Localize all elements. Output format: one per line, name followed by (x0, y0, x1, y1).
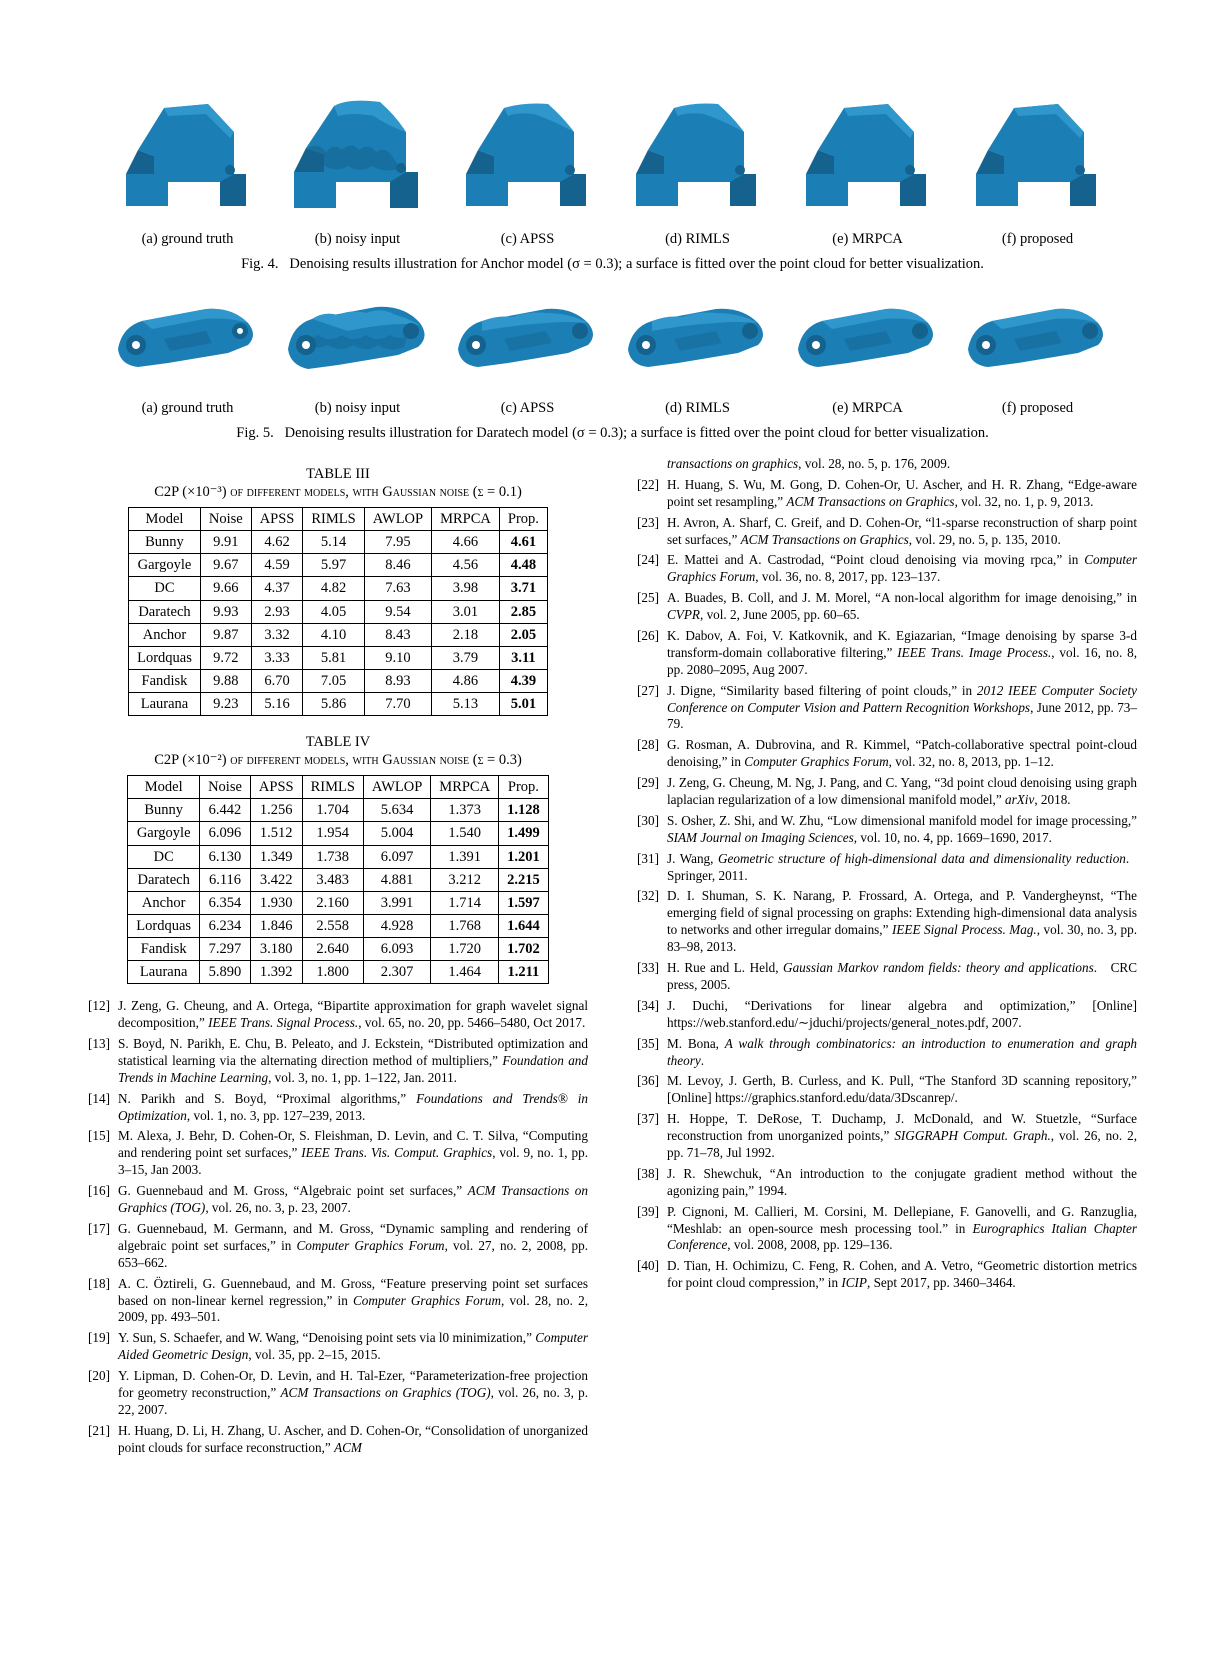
reference-number: [34] (637, 997, 659, 1013)
table-4-r2-awlop: 6.097 (363, 845, 430, 868)
table-row (129, 554, 548, 577)
list-item (88, 1368, 588, 1419)
table-row (128, 822, 548, 845)
reference-number: [36] (637, 1073, 659, 1089)
table-4-r1-mrpca: 1.540 (431, 822, 499, 845)
table-4-r6-rimls: 2.640 (302, 938, 363, 961)
table-4-r7-model: Laurana (128, 961, 200, 984)
reference-number: [31] (637, 850, 659, 866)
reference-text: transactions on graphics, vol. 28, no. 5, p. 176, 2009. (667, 456, 951, 471)
list-item (637, 960, 1137, 994)
table-4-r3-apss: 3.422 (250, 868, 302, 891)
table-3-r2-apss: 4.37 (251, 577, 303, 600)
list-item (88, 1276, 588, 1327)
table-4-r4-model: Anchor (128, 891, 200, 914)
figure-4-label-b: (b) noisy input (314, 231, 401, 247)
table-4-r3-mrpca: 3.212 (431, 868, 499, 891)
reference-text: G. Guennebaud and M. Gross, “Algebraic point set surfaces,” ACM Transactions on Graphics (TOG), vol. 26, no. 3, p. 23, 2007. (118, 1183, 588, 1216)
reference-text: Y. Lipman, D. Cohen-Or, D. Levin, and H. Tal-Ezer, “Parameterization-free projection for geometry reconstruction,” ACM Transactions on Graphics (TOG), vol. 26, no. 3, p. 22, 2007. (118, 1368, 588, 1417)
table-4-r6-mrpca: 1.720 (431, 938, 499, 961)
table-4-r1-prop: 1.499 (499, 822, 549, 845)
reference-number: [38] (637, 1165, 659, 1181)
table-4-r7-apss: 1.392 (250, 961, 302, 984)
figure-5-label-b: (b) noisy input (314, 400, 401, 416)
reference-text: J. Wang, Geometric structure of high-dimensional data and dimensionality reduction. Springer, 2011. (667, 850, 1138, 883)
list-item (88, 1036, 588, 1087)
table-3-col-5: MRPCA (432, 508, 500, 531)
table-4-r4-prop: 1.597 (499, 891, 549, 914)
reference-number: [30] (637, 812, 659, 828)
reference-text: H. Hoppe, T. DeRose, T. Duchamp, J. McDonald, and W. Stuetzle, “Surface reconstruction from unorganized points,” SIGGRAPH Comput. Graph., vol. 26, no. 2, pp. 71–78, Jul 1992. (667, 1111, 1137, 1160)
table-row (129, 669, 548, 692)
list-item (637, 1036, 1137, 1070)
table-4-r3-prop: 2.215 (499, 868, 549, 891)
table-3-r6-awlop: 8.93 (364, 669, 431, 692)
table-3-r7-model: Laurana (129, 693, 201, 716)
figure-4-panel-d (618, 78, 778, 248)
table-4-r5-mrpca: 1.768 (431, 914, 499, 937)
list-item (637, 1073, 1137, 1107)
figure-4-label-d: (d) RIMLS (665, 231, 730, 247)
reference-text: Y. Sun, S. Schaefer, and W. Wang, “Denoising point sets via l0 minimization,” Computer Aided Geometric Design, vol. 35, pp. 2–15, 2015. (118, 1330, 588, 1363)
reference-number: [13] (88, 1036, 110, 1052)
table-4-r4-noise: 6.354 (200, 891, 251, 914)
reference-text: H. Avron, A. Sharf, C. Greif, and D. Cohen-Or, “l1-sparse reconstruction of sharp point set surfaces,” ACM Transactions on Graphics, vol. 29, no. 5, p. 135, 2010. (667, 514, 1137, 547)
table-4-r4-awlop: 3.991 (363, 891, 430, 914)
table-4-r7-noise: 5.890 (200, 961, 251, 984)
figure-4-panel-f (958, 78, 1118, 248)
list-item (637, 683, 1137, 734)
figure-5-panel-b (278, 287, 438, 417)
table-row (128, 938, 548, 961)
list-item (637, 737, 1137, 771)
table-4-r1-rimls: 1.954 (302, 822, 363, 845)
list-item (637, 888, 1137, 956)
reference-number: [14] (88, 1090, 110, 1106)
figure-5-panel-e (788, 287, 948, 417)
table-3-r1-awlop: 8.46 (364, 554, 431, 577)
table-3-r2-awlop: 7.63 (364, 577, 431, 600)
table-4-col-5: MRPCA (431, 776, 499, 799)
list-item (637, 515, 1137, 549)
figure-5-caption-text: Denoising results illustration for Daratech model (σ = 0.3); a surface is fitted over the point cloud for better visualization. (284, 425, 989, 441)
table-3-title: TABLE III (306, 466, 370, 482)
table-3-r7-apss: 5.16 (251, 693, 303, 716)
reference-text: S. Boyd, N. Parikh, E. Chu, B. Peleato, and J. Eckstein, “Distributed optimization and statistical learning via the alternating direction method of multipliers,” Foundation and Trends in Machine Learning, vol. 3, no. 1, pp. 1–122, Jan. 2011. (118, 1036, 588, 1085)
reference-number: [26] (637, 628, 659, 644)
table-3-r1-noise: 9.67 (200, 554, 251, 577)
list-item (637, 628, 1137, 679)
reference-number: [28] (637, 737, 659, 753)
reference-text: E. Mattei and A. Castrodad, “Point cloud denoising via moving rpca,” in Computer Graphics Forum, vol. 36, no. 8, 2017, pp. 123–137. (667, 552, 1137, 585)
table-4-r7-rimls: 1.800 (302, 961, 363, 984)
reference-text: H. Rue and L. Held, Gaussian Markov random fields: theory and applications. CRC press, 2005. (667, 960, 1138, 992)
table-4-r2-mrpca: 1.391 (431, 845, 499, 868)
table-4-r5-prop: 1.644 (499, 914, 549, 937)
table-3-r0-mrpca: 4.66 (432, 531, 500, 554)
table-3-r6-noise: 9.88 (200, 669, 251, 692)
reference-number: [12] (88, 998, 110, 1014)
table-3-r6-model: Fandisk (129, 669, 201, 692)
table-4-r1-model: Gargoyle (128, 822, 200, 845)
figure-4-label-a: (a) ground truth (141, 231, 234, 247)
list-item (637, 1111, 1137, 1162)
table-4-r5-noise: 6.234 (200, 914, 251, 937)
table-4-r2-model: DC (128, 845, 200, 868)
figure-4-label-e: (e) MRPCA (832, 231, 903, 247)
table-4-r5-awlop: 4.928 (363, 914, 430, 937)
table-4-r3-rimls: 3.483 (302, 868, 363, 891)
table-3-r1-apss: 4.59 (251, 554, 303, 577)
table-3-subtitle: C2P (×10⁻³) of different models, with Gaussian noise (σ = 0.1) (154, 484, 522, 500)
table-row (129, 646, 548, 669)
table-4-r2-apss: 1.349 (250, 845, 302, 868)
reference-number: [25] (637, 590, 659, 606)
table-4-r2-rimls: 1.738 (302, 845, 363, 868)
reference-text: S. Osher, Z. Shi, and W. Zhu, “Low dimensional manifold model for image processing,” SIAM Journal on Imaging Sciences, vol. 10, no. 4, pp. 1669–1690, 2017. (667, 812, 1137, 845)
figure-4-label-f: (f) proposed (1001, 231, 1074, 247)
table-4-col-6: Prop. (499, 776, 549, 799)
table-row (129, 600, 548, 623)
table-3-r7-rimls: 5.86 (303, 693, 364, 716)
list-item (637, 775, 1137, 809)
daratech-mesh-apss (448, 287, 608, 397)
table-row (128, 845, 548, 868)
figure-5-panel-f (958, 287, 1118, 417)
reference-number: [35] (637, 1035, 659, 1051)
figure-4 (108, 78, 1118, 273)
table-4-r6-awlop: 6.093 (363, 938, 430, 961)
table-3-header-row (129, 508, 548, 531)
table-4-col-4: AWLOP (363, 776, 430, 799)
table-row (128, 914, 548, 937)
table-4-r1-apss: 1.512 (250, 822, 302, 845)
anchor-mesh-rimls (618, 78, 778, 228)
reference-text: J. R. Shewchuk, “An introduction to the conjugate gradient method without the agonizing pain,” 1994. (667, 1165, 1137, 1198)
reference-number: [29] (637, 775, 659, 791)
table-3-r4-awlop: 8.43 (364, 623, 431, 646)
table-row (129, 693, 548, 716)
table-3-col-1: Noise (200, 508, 251, 531)
reference-text: H. Huang, S. Wu, M. Gong, D. Cohen-Or, U. Ascher, and H. R. Zhang, “Edge-aware point set resampling,” ACM Transactions on Graphics, vol. 32, no. 1, p. 9, 2013. (667, 476, 1137, 509)
table-3-r7-noise: 9.23 (200, 693, 251, 716)
table-4-r0-rimls: 1.704 (302, 799, 363, 822)
table-3-r1-model: Gargoyle (129, 554, 201, 577)
table-4-r7-mrpca: 1.464 (431, 961, 499, 984)
table-4-col-1: Noise (200, 776, 251, 799)
table-4-block (88, 734, 588, 984)
reference-text: G. Rosman, A. Dubrovina, and R. Kimmel, “Patch-collaborative spectral point-cloud denoising,” in Computer Graphics Forum, vol. 32, no. 8, 2013, pp. 1–12. (667, 737, 1137, 770)
anchor-mesh-ground-truth (108, 78, 268, 228)
figure-5-label-a: (a) ground truth (141, 400, 234, 416)
table-4-r3-awlop: 4.881 (363, 868, 430, 891)
reference-text: J. Duchi, “Derivations for linear algebra and optimization,” [Online] https://web.stanford.edu/∼jduchi/projects/general_notes.pdf, 2007. (667, 997, 1137, 1030)
reference-text: M. Alexa, J. Behr, D. Cohen-Or, S. Fleishman, D. Levin, and C. T. Silva, “Computing and rendering point set surfaces,” IEEE Trans. Vis. Comput. Graphics, vol. 9, no. 1, pp. 3–15, Jan 2003. (118, 1128, 588, 1178)
figure-5-label-e: (e) MRPCA (832, 400, 903, 416)
table-3-col-6: Prop. (499, 508, 547, 531)
table-row (128, 891, 548, 914)
list-item (637, 456, 1137, 473)
table-3-r3-noise: 9.93 (200, 600, 251, 623)
paper-page (0, 78, 1225, 1663)
table-3-r6-prop: 4.39 (499, 669, 547, 692)
reference-text: D. I. Shuman, S. K. Narang, P. Frossard, A. Ortega, and P. Vandergheynst, “The emerging field of signal processing on graphs: Extending high-dimensional data analysis to networks and other irregular domains,” IEEE Signal Process. Mag., vol. 30, no. 3, pp. 83–98, 2013. (667, 888, 1137, 955)
table-4-r2-noise: 6.130 (200, 845, 251, 868)
table-4-header-row (128, 776, 548, 799)
anchor-mesh-mrpca (788, 78, 948, 228)
figure-5-label-f: (f) proposed (1001, 400, 1074, 416)
table-4-r0-awlop: 5.634 (363, 799, 430, 822)
figure-5-panel-a (108, 287, 268, 417)
list-item (637, 1166, 1137, 1200)
table-3-r4-noise: 9.87 (200, 623, 251, 646)
right-column (637, 456, 1137, 1461)
reference-number: [24] (637, 552, 659, 568)
table-row (129, 623, 548, 646)
table-3-r3-mrpca: 3.01 (432, 600, 500, 623)
table-3-r3-awlop: 9.54 (364, 600, 431, 623)
table-3-r3-rimls: 4.05 (303, 600, 364, 623)
figure-5 (108, 287, 1118, 442)
table-4-subtitle: C2P (×10⁻²) of different models, with Gaussian noise (σ = 0.3) (154, 752, 522, 769)
table-3-r7-mrpca: 5.13 (432, 693, 500, 716)
reference-number: [22] (637, 476, 659, 492)
list-item (88, 1091, 588, 1125)
figure-5-panels (108, 287, 1118, 417)
table-4-r1-awlop: 5.004 (363, 822, 430, 845)
table-4-r1-noise: 6.096 (200, 822, 251, 845)
table-3-r7-prop: 5.01 (499, 693, 547, 716)
figure-5-caption (108, 425, 1118, 442)
table-row (128, 961, 548, 984)
list-item (637, 1204, 1137, 1255)
anchor-mesh-proposed (958, 78, 1118, 228)
list-item (637, 813, 1137, 847)
table-4-r3-noise: 6.116 (200, 868, 251, 891)
table-3-r3-apss: 2.93 (251, 600, 303, 623)
references-right (637, 456, 1137, 1292)
table-3-r0-apss: 4.62 (251, 531, 303, 554)
reference-number: [27] (637, 682, 659, 698)
table-4-title: TABLE IV (305, 734, 371, 751)
table-3 (128, 507, 548, 716)
reference-text: D. Tian, H. Ochimizu, C. Feng, R. Cohen, and A. Vetro, “Geometric distortion metrics for point cloud compression,” in ICIP, Sept 2017, pp. 3460–3464. (667, 1258, 1137, 1291)
reference-text: A. Buades, B. Coll, and J. M. Morel, “A non-local algorithm for image denoising,” in CVPR, vol. 2, June 2005, pp. 60–65. (667, 590, 1137, 623)
table-4-col-2: APSS (250, 776, 302, 799)
list-item (637, 552, 1137, 586)
list-item (88, 1128, 588, 1179)
table-3-r0-prop: 4.61 (499, 531, 547, 554)
figure-5-panel-c (448, 287, 608, 417)
table-3-r2-model: DC (129, 577, 201, 600)
table-3-col-3: RIMLS (303, 508, 364, 531)
table-3-r7-awlop: 7.70 (364, 693, 431, 716)
table-3-block (88, 466, 588, 716)
table-3-r0-awlop: 7.95 (364, 531, 431, 554)
table-4-r3-model: Daratech (128, 868, 200, 891)
figure-4-caption (108, 256, 1118, 273)
left-column (88, 456, 588, 1461)
figure-4-caption-label: Fig. 4. (241, 256, 279, 272)
figure-5-label-d: (d) RIMLS (665, 400, 730, 416)
table-3-r2-mrpca: 3.98 (432, 577, 500, 600)
table-row (129, 577, 548, 600)
reference-number (637, 456, 667, 473)
table-4-r0-mrpca: 1.373 (431, 799, 499, 822)
list-item (88, 1183, 588, 1217)
table-3-r6-mrpca: 4.86 (432, 669, 500, 692)
table-3-col-4: AWLOP (364, 508, 431, 531)
table-3-r0-noise: 9.91 (200, 531, 251, 554)
table-4-col-3: RIMLS (302, 776, 363, 799)
table-3-r5-prop: 3.11 (499, 646, 547, 669)
table-4-r0-apss: 1.256 (250, 799, 302, 822)
table-4-r2-prop: 1.201 (499, 845, 549, 868)
reference-number: [21] (88, 1422, 110, 1438)
figure-4-caption-text: Denoising results illustration for Anchor model (σ = 0.3); a surface is fitted over the point cloud for better visualization. (289, 256, 984, 272)
table-4-r4-mrpca: 1.714 (431, 891, 499, 914)
table-3-r1-prop: 4.48 (499, 554, 547, 577)
table-3-r4-apss: 3.32 (251, 623, 303, 646)
reference-number: [40] (637, 1258, 659, 1274)
table-row (129, 531, 548, 554)
table-3-r6-apss: 6.70 (251, 669, 303, 692)
table-3-r3-model: Daratech (129, 600, 201, 623)
list-item (88, 1330, 588, 1364)
table-4-r6-apss: 3.180 (250, 938, 302, 961)
list-item (637, 1258, 1137, 1292)
figure-4-panels (108, 78, 1118, 248)
reference-text: P. Cignoni, M. Callieri, M. Corsini, M. Dellepiane, F. Ganovelli, and G. Ranzuglia, “Meshlab: an open-source mesh processing tool.” in Eurographics Italian Chapter Conference, vol. 2008, 2008, pp. 129–136. (667, 1203, 1137, 1253)
body-columns (0, 456, 1225, 1461)
table-3-r4-prop: 2.05 (499, 623, 547, 646)
table-3-r5-model: Lordquas (129, 646, 201, 669)
table-3-r2-rimls: 4.82 (303, 577, 364, 600)
reference-number: [18] (88, 1275, 110, 1291)
reference-text: J. Zeng, G. Cheung, and A. Ortega, “Bipartite approximation for graph wavelet signal decomposition,” IEEE Trans. Signal Process., vol. 65, no. 20, pp. 5466–5480, Oct 2017. (118, 998, 588, 1031)
reference-number: [15] (88, 1128, 110, 1144)
reference-number: [39] (637, 1203, 659, 1219)
table-4-r4-rimls: 2.160 (302, 891, 363, 914)
table-3-r4-rimls: 4.10 (303, 623, 364, 646)
table-3-r4-model: Anchor (129, 623, 201, 646)
reference-text: H. Huang, D. Li, H. Zhang, U. Ascher, and D. Cohen-Or, “Consolidation of unorganized point clouds for surface reconstruction,” ACM (118, 1422, 588, 1455)
table-4-r6-prop: 1.702 (499, 938, 549, 961)
list-item (637, 590, 1137, 624)
reference-text: K. Dabov, A. Foi, V. Katkovnik, and K. Egiazarian, “Image denoising by sparse 3-d transform-domain collaborative filtering,” IEEE Trans. Image Process., vol. 16, no. 8, pp. 2080–2095, Aug 2007. (667, 628, 1137, 677)
list-item (637, 998, 1137, 1032)
table-3-r3-prop: 2.85 (499, 600, 547, 623)
reference-text: J. Digne, “Similarity based filtering of point clouds,” in 2012 IEEE Computer Society Conference on Computer Vision and Pattern Recognition Workshops, June 2012, pp. 73–79. (667, 682, 1137, 732)
reference-number: [33] (637, 960, 659, 976)
reference-number: [17] (88, 1220, 110, 1236)
list-item (637, 477, 1137, 511)
table-3-r1-rimls: 5.97 (303, 554, 364, 577)
reference-number: [19] (88, 1330, 110, 1346)
list-item (88, 1221, 588, 1272)
figure-4-label-c: (c) APSS (500, 231, 555, 247)
table-3-r2-prop: 3.71 (499, 577, 547, 600)
table-3-col-2: APSS (251, 508, 303, 531)
table-4-r5-rimls: 2.558 (302, 914, 363, 937)
table-row (128, 868, 548, 891)
table-3-r0-model: Bunny (129, 531, 201, 554)
daratech-mesh-noisy-input (278, 287, 438, 397)
table-4-r0-noise: 6.442 (200, 799, 251, 822)
reference-number: [20] (88, 1368, 110, 1384)
figure-4-panel-c (448, 78, 608, 248)
reference-text: M. Levoy, J. Gerth, B. Curless, and K. Pull, “The Stanford 3D scanning repository,” [Online] https://graphics.stanford.edu/data/3Dscanrep/. (667, 1073, 1137, 1106)
reference-text: J. Zeng, G. Cheung, M. Ng, J. Pang, and C. Yang, “3d point cloud denoising using graph laplacian regularization of a low dimensional manifold model,” arXiv, 2018. (667, 775, 1137, 808)
table-4 (127, 775, 548, 984)
reference-number: [16] (88, 1183, 110, 1199)
table-3-r2-noise: 9.66 (200, 577, 251, 600)
anchor-mesh-noisy-input (278, 78, 438, 228)
table-3-r1-mrpca: 4.56 (432, 554, 500, 577)
table-4-r7-awlop: 2.307 (363, 961, 430, 984)
reference-text: N. Parikh and S. Boyd, “Proximal algorithms,” Foundations and Trends® in Optimization, vol. 1, no. 3, pp. 127–239, 2013. (118, 1090, 588, 1123)
reference-text: G. Guennebaud, M. Germann, and M. Gross, “Dynamic sampling and rendering of algebraic point set surfaces,” in Computer Graphics Forum, vol. 27, no. 2, 2008, pp. 653–662. (118, 1220, 588, 1270)
table-4-r5-model: Lordquas (128, 914, 200, 937)
table-4-r0-prop: 1.128 (499, 799, 549, 822)
daratech-mesh-ground-truth (108, 287, 268, 397)
reference-text: A. C. Öztireli, G. Guennebaud, and M. Gross, “Feature preserving point set surfaces based on non-linear kernel regression,” in Computer Graphics Forum, vol. 28, no. 2, 2009, pp. 493–501. (118, 1275, 588, 1325)
table-3-r6-rimls: 7.05 (303, 669, 364, 692)
table-4-r6-noise: 7.297 (200, 938, 251, 961)
reference-number: [37] (637, 1111, 659, 1127)
list-item (637, 851, 1137, 885)
daratech-mesh-mrpca (788, 287, 948, 397)
figure-4-panel-a (108, 78, 268, 248)
reference-number: [23] (637, 514, 659, 530)
anchor-mesh-apss (448, 78, 608, 228)
reference-text: M. Bona, A walk through combinatorics: an introduction to enumeration and graph theory. (667, 1035, 1138, 1068)
table-3-r5-mrpca: 3.79 (432, 646, 500, 669)
references-left (88, 998, 588, 1456)
table-4-col-0: Model (128, 776, 200, 799)
figure-5-caption-label: Fig. 5. (236, 425, 274, 441)
figure-5-panel-d (618, 287, 778, 417)
table-4-r7-prop: 1.211 (499, 961, 549, 984)
daratech-mesh-proposed (958, 287, 1118, 397)
table-3-r0-rimls: 5.14 (303, 531, 364, 554)
table-3-r5-apss: 3.33 (251, 646, 303, 669)
figure-5-label-c: (c) APSS (500, 400, 555, 416)
figure-4-panel-b (278, 78, 438, 248)
figure-4-panel-e (788, 78, 948, 248)
table-3-r5-awlop: 9.10 (364, 646, 431, 669)
table-4-r4-apss: 1.930 (250, 891, 302, 914)
table-3-r4-mrpca: 2.18 (432, 623, 500, 646)
list-item (88, 1423, 588, 1457)
table-4-r6-model: Fandisk (128, 938, 200, 961)
table-4-r0-model: Bunny (128, 799, 200, 822)
daratech-mesh-rimls (618, 287, 778, 397)
list-item (88, 998, 588, 1032)
table-row (128, 799, 548, 822)
table-4-r5-apss: 1.846 (250, 914, 302, 937)
table-3-r5-rimls: 5.81 (303, 646, 364, 669)
reference-number: [32] (637, 888, 659, 904)
table-3-col-0: Model (129, 508, 201, 531)
table-3-r5-noise: 9.72 (200, 646, 251, 669)
